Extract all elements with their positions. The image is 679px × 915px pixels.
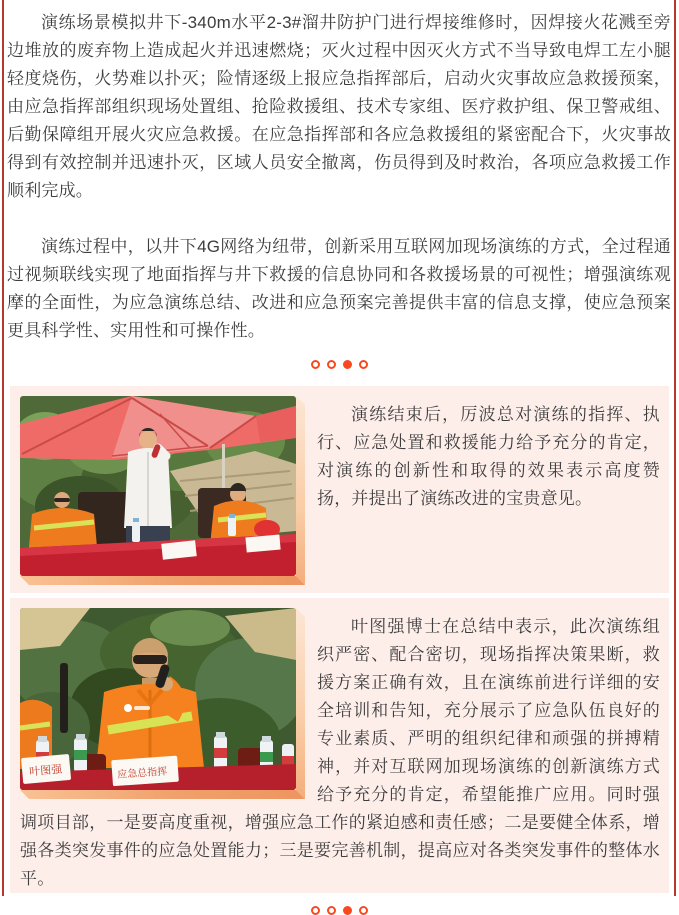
carousel-dot[interactable] bbox=[359, 360, 368, 369]
photo-drill-review-tent[interactable] bbox=[20, 396, 296, 576]
page-border-right bbox=[674, 0, 676, 896]
carousel-dot[interactable] bbox=[359, 906, 368, 915]
photo-3d-right-face bbox=[296, 396, 305, 585]
photo-3d-right-face bbox=[296, 608, 305, 799]
card-text-libo-review: 演练结束后，厉波总对演练的指挥、执行、应急处置和救援能力给予充分的肯定，对演练的创新性和取得的效果表示高度赞扬，并提出了演练改进的宝贵意见。 bbox=[317, 405, 660, 508]
carousel-dot-active[interactable] bbox=[343, 906, 352, 915]
carousel-dot[interactable] bbox=[311, 906, 320, 915]
card-text-yetuqiang-summary: 叶图强博士在总结中表示，此次演练组织严密、配合密切，现场指挥决策果断，救援方案正确有效，且在演练前进行详细的安全培训和告知，充分展示了应急队伍良好的专业素质、严明的组织纪律和顽强的拼搏精神，并对互联网加现场演练的创新演练方式给予充分的肯定，希望能推广应用。同时强调项目部，一是要高度重视，增强应急工作的紧迫感和责任感；二是要健全体系，增强各类突发事件的应急处置能力；三是要完善机制，提高应对各类突发事件的整体水平。 bbox=[20, 617, 660, 888]
photo-3d-bottom-face bbox=[20, 790, 305, 799]
name-card-right-label: 应急总指挥 bbox=[116, 766, 168, 781]
photo-speaker-closeup-illustration bbox=[20, 608, 296, 790]
photo-card-libo-review bbox=[10, 386, 669, 593]
photo-summary-speaker[interactable] bbox=[20, 608, 296, 790]
page-border-left bbox=[2, 0, 4, 896]
photo-card-yetuqiang-summary bbox=[10, 598, 669, 893]
carousel-dot-active[interactable] bbox=[343, 360, 352, 369]
carousel-dot[interactable] bbox=[327, 906, 336, 915]
carousel-indicator-bottom bbox=[7, 905, 671, 915]
photo-3d-bottom-face bbox=[20, 576, 305, 585]
photo-tent-scene-illustration bbox=[20, 396, 296, 576]
carousel-dot[interactable] bbox=[327, 360, 336, 369]
carousel-indicator-top bbox=[7, 359, 671, 369]
article-content bbox=[7, 0, 671, 915]
paragraph-drill-process: 演练过程中，以井下4G网络为纽带，创新采用互联网加现场演练的方式，全过程通过视频联线实现了地面指挥与井下救援的信息协同和各救援场景的可视性；增强演练观摩的全面性，为应急演练总结、改进和应急预案完善提供丰富的信息支撑，使应急预案更具科学性、实用性和可操作性。 bbox=[7, 237, 671, 340]
paragraph-drill-scenario: 演练场景模拟井下-340m水平2-3#溜井防护门进行焊接维修时，因焊接火花溅至旁边堆放的废弃物上造成起火并迅速燃烧；灭火过程中因灭火方式不当导致电焊工左小腿轻度烧伤，火势难以扑灭；险情逐级上报应急指挥部后，启动火灾事故应急救援预案，由应急指挥部组织现场处置组、抢险救援组、技术专家组、医疗救护组、保卫警戒组、后勤保障组开展火灾应急救援。在应急指挥部和各应急救援组的紧密配合下，火灾事故得到有效控制并迅速扑灭，区域人员安全撤离，伤员得到及时救治，各项应急救援工作顺利完成。 bbox=[7, 13, 671, 200]
carousel-dot[interactable] bbox=[311, 360, 320, 369]
name-card-left-label: 叶图强 bbox=[28, 763, 63, 779]
